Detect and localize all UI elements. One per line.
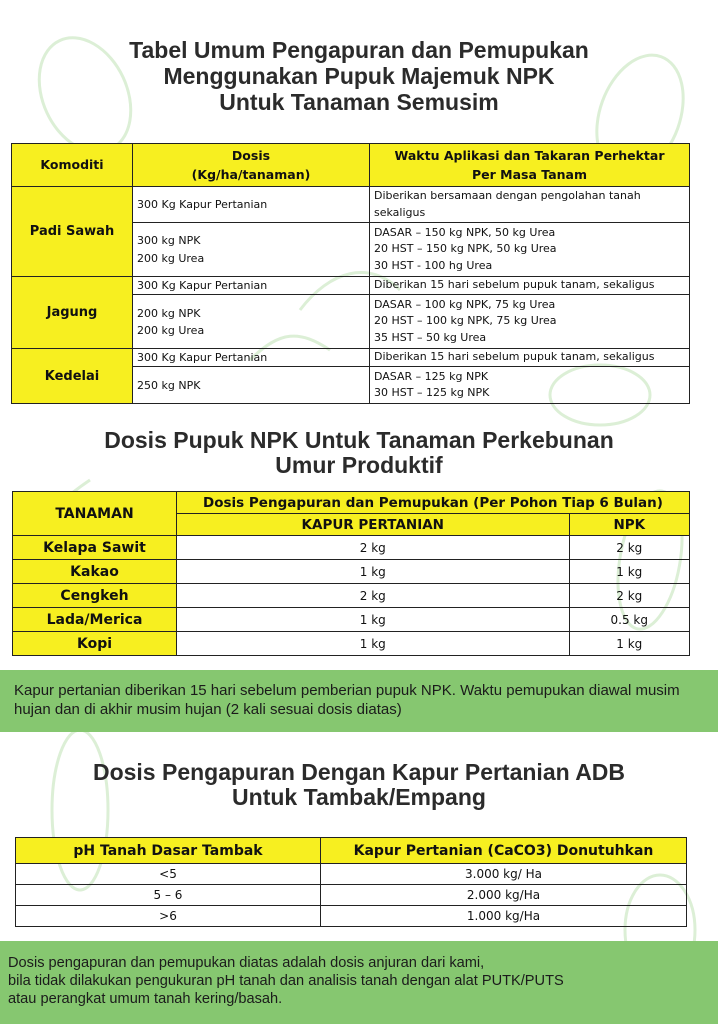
kapur-cell: 1 kg <box>177 560 570 584</box>
waktu-cell <box>370 223 690 277</box>
waktu-line: Diberikan 15 hari sebelum pupuk tanam, sekaligus <box>374 278 655 292</box>
dosis-line: 250 kg NPK <box>137 378 201 392</box>
dosis-line: 200 kg NPK <box>137 306 201 320</box>
header-komoditi: Komoditi <box>12 144 133 187</box>
kapur-cell: 3.000 kg/ Ha <box>321 864 687 885</box>
title-line: Menggunakan Pupuk Majemuk NPK <box>163 62 555 89</box>
waktu-cell <box>370 277 690 295</box>
tanaman-cell: Kelapa Sawit <box>13 536 177 560</box>
ph-cell: >6 <box>16 906 321 927</box>
dosis-line: 200 kg Urea <box>137 323 205 337</box>
waktu-line: DASAR – 150 kg NPK, 50 kg Urea <box>374 225 556 239</box>
table-row <box>16 885 687 906</box>
table-row <box>13 536 690 560</box>
table-row <box>12 349 690 367</box>
title-line: Tabel Umum Pengapuran dan Pemupukan <box>129 37 589 63</box>
waktu-cell <box>370 187 690 223</box>
dosis-cell <box>133 277 370 295</box>
waktu-line: DASAR – 125 kg NPK <box>374 369 489 383</box>
table-row <box>12 187 690 223</box>
komoditi-jagung: Jagung <box>12 277 133 349</box>
waktu-cell <box>370 367 690 404</box>
table-pengapuran-tambak <box>15 837 687 927</box>
waktu-line: 30 HST - 100 hg Urea <box>374 258 493 272</box>
title-tanaman-semusim <box>0 38 718 115</box>
dosis-line: 200 kg Urea <box>137 251 205 265</box>
table-row <box>13 608 690 632</box>
ph-cell: 5 – 6 <box>16 885 321 906</box>
kapur-cell: 2 kg <box>177 536 570 560</box>
header-dosis-group: Dosis Pengapuran dan Pemupukan (Per Pohon Tiap 6 Bulan) <box>177 492 690 514</box>
dosis-line: 300 Kg Kapur Pertanian <box>137 197 268 211</box>
dosis-line: 300 kg NPK <box>137 234 201 248</box>
dosis-cell <box>133 223 370 277</box>
title-line: Dosis Pengapuran Dengan Kapur Pertanian ADB <box>92 759 626 785</box>
header-line: (Kg/ha/tanaman) <box>191 167 311 182</box>
kapur-cell: 1 kg <box>177 632 570 656</box>
kapur-cell: 2.000 kg/Ha <box>321 885 687 906</box>
note-line: bila tidak dilakukan pengukuran pH tanah dan analisis tanah dengan alat PUTK/PUTS <box>8 972 564 989</box>
waktu-line: 20 HST – 100 kg NPK, 75 kg Urea <box>374 314 557 328</box>
table-row <box>12 277 690 295</box>
header-dosis <box>133 144 370 187</box>
table-header-row <box>12 144 690 187</box>
dosis-cell <box>133 187 370 223</box>
header-line: Per Masa Tanam <box>472 167 587 182</box>
npk-cell: 1 kg <box>569 632 689 656</box>
header-npk: NPK <box>569 514 689 536</box>
table-pemupukan-semusim <box>11 143 690 404</box>
note-waktu-pemupukan: Kapur pertanian diberikan 15 hari sebelum pemberian pupuk NPK. Waktu pemupukan diawal musim hujan dan di akhir musim hujan (2 kali sesuai dosis diatas) <box>0 670 718 732</box>
header-kapur-pertanian: KAPUR PERTANIAN <box>177 514 570 536</box>
title-line: Untuk Tambak/Empang <box>232 784 486 811</box>
kapur-cell: 2 kg <box>177 584 570 608</box>
waktu-line: sekaligus <box>374 205 426 219</box>
table-row <box>13 632 690 656</box>
komoditi-kedelai: Kedelai <box>12 349 133 404</box>
kapur-cell: 1.000 kg/Ha <box>321 906 687 927</box>
ph-cell: <5 <box>16 864 321 885</box>
header-line: Dosis <box>231 147 271 163</box>
header-ph: pH Tanah Dasar Tambak <box>16 838 321 864</box>
header-tanaman: TANAMAN <box>13 492 177 536</box>
header-line: Waktu Aplikasi dan Takaran Perhektar <box>394 147 665 163</box>
tanaman-cell: Kopi <box>13 632 177 656</box>
table-header-row <box>16 838 687 864</box>
npk-cell: 2 kg <box>569 584 689 608</box>
waktu-line: DASAR – 100 kg NPK, 75 kg Urea <box>374 297 556 311</box>
tanaman-cell: Lada/Merica <box>13 608 177 632</box>
title-tambak-empang <box>0 760 718 811</box>
table-row <box>13 560 690 584</box>
header-waktu <box>370 144 690 187</box>
npk-cell: 2 kg <box>569 536 689 560</box>
table-row <box>16 906 687 927</box>
dosis-line: 300 Kg Kapur Pertanian <box>137 279 268 292</box>
waktu-line: Diberikan bersamaan dengan pengolahan tanah <box>374 189 641 202</box>
waktu-line: 20 HST – 150 kg NPK, 50 kg Urea <box>374 242 557 256</box>
tanaman-cell: Kakao <box>13 560 177 584</box>
note-line: Dosis pengapuran dan pemupukan diatas adalah dosis anjuran dari kami, <box>8 955 485 971</box>
title-line: Umur Produktif <box>275 452 443 479</box>
title-line: Untuk Tanaman Semusim <box>219 88 499 115</box>
note-dosis-anjuran <box>0 941 718 1024</box>
npk-cell: 0.5 kg <box>569 608 689 632</box>
npk-cell: 1 kg <box>569 560 689 584</box>
title-line: Dosis Pupuk NPK Untuk Tanaman Perkebunan <box>104 427 614 453</box>
kapur-cell: 1 kg <box>177 608 570 632</box>
table-header-row <box>13 492 690 514</box>
waktu-line: 35 HST – 50 kg Urea <box>374 330 487 344</box>
dosis-cell <box>133 349 370 367</box>
table-row <box>13 584 690 608</box>
waktu-cell <box>370 295 690 349</box>
title-tanaman-perkebunan <box>0 428 718 479</box>
table-row <box>16 864 687 885</box>
table-pemupukan-perkebunan <box>12 491 690 656</box>
header-kapur-dibutuhkan: Kapur Pertanian (CaCO3) Donutuhkan <box>321 838 687 864</box>
waktu-line: Diberikan 15 hari sebelum pupuk tanam, sekaligus <box>374 350 655 364</box>
waktu-cell <box>370 349 690 367</box>
waktu-line: 30 HST – 125 kg NPK <box>374 386 490 400</box>
komoditi-padi-sawah: Padi Sawah <box>12 187 133 277</box>
dosis-cell <box>133 295 370 349</box>
dosis-cell <box>133 367 370 404</box>
note-line: atau perangkat umum tanah kering/basah. <box>8 990 283 1007</box>
dosis-line: 300 Kg Kapur Pertanian <box>137 351 268 365</box>
tanaman-cell: Cengkeh <box>13 584 177 608</box>
